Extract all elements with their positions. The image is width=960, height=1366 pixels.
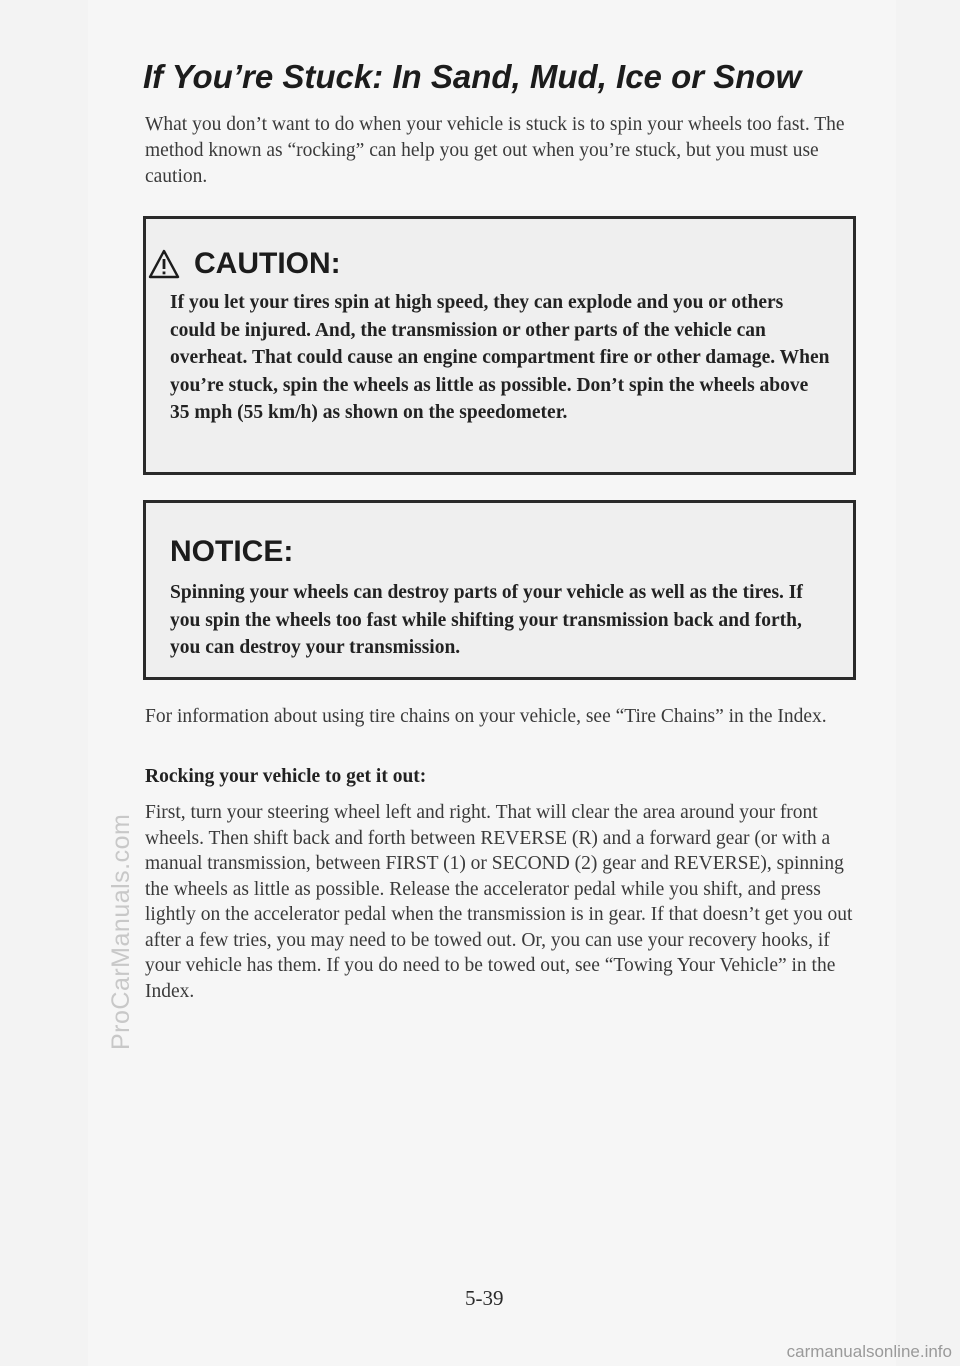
rocking-paragraph: First, turn your steering wheel left and right. That will clear the area around your front wheels. Then shift back and forth between REVERSE (R) and a forward gear (or with a manual transmission, between FIRST (1) or SECOND (2) gear and REVERSE), spinning the wheels as little as possible. Release the accelerator pedal while you shift, and press lightly on the accelerator pedal when the transmission is in gear. If that doesn’t get you out after a few tries, you may need to be towed out. Or, you can use your recovery hooks, if your vehicle has them. If you do need to be towed out, see “Towing Your Vehicle” in the Index. xyxy=(145,802,853,1002)
side-watermark: ProCarManuals.com xyxy=(107,813,135,1050)
notice-label: NOTICE: xyxy=(170,535,294,568)
warning-triangle-icon xyxy=(148,249,180,279)
tire-chains-paragraph: For information about using tire chains on your vehicle, see “Tire Chains” in the Index. xyxy=(145,706,827,727)
caution-text: If you let your tires spin at high speed, they can explode and you or others could be injured. And, the transmission or other parts of the vehicle can overheat. That could cause an engine compartment fire or other damage. When you’re stuck, spin the wheels as little as possible. Don’t spin the wheels above 35 mph (55 km/h) as shown on the speedometer. xyxy=(170,292,830,423)
caution-header xyxy=(148,247,341,281)
notice-box xyxy=(143,500,856,680)
bottom-watermark: carmanualsonline.info xyxy=(786,1342,952,1361)
notice-text: Spinning your wheels can destroy parts of your vehicle as well as the tires. If you spin the wheels too fast while shifting your transmission back and forth, you can destroy your transmission. xyxy=(170,582,803,658)
intro-paragraph: What you don’t want to do when your vehicle is stuck is to spin your wheels too fast. The method known as “rocking” can help you get out when you’re stuck, but you must use caution. xyxy=(145,114,845,187)
caution-label: CAUTION: xyxy=(194,247,341,280)
caution-box xyxy=(143,216,856,475)
page-title: If You’re Stuck: In Sand, Mud, Ice or Snow xyxy=(143,58,802,95)
rocking-subheading: Rocking your vehicle to get it out: xyxy=(145,766,427,787)
manual-page xyxy=(88,0,896,1366)
page-number: 5-39 xyxy=(465,1286,504,1310)
